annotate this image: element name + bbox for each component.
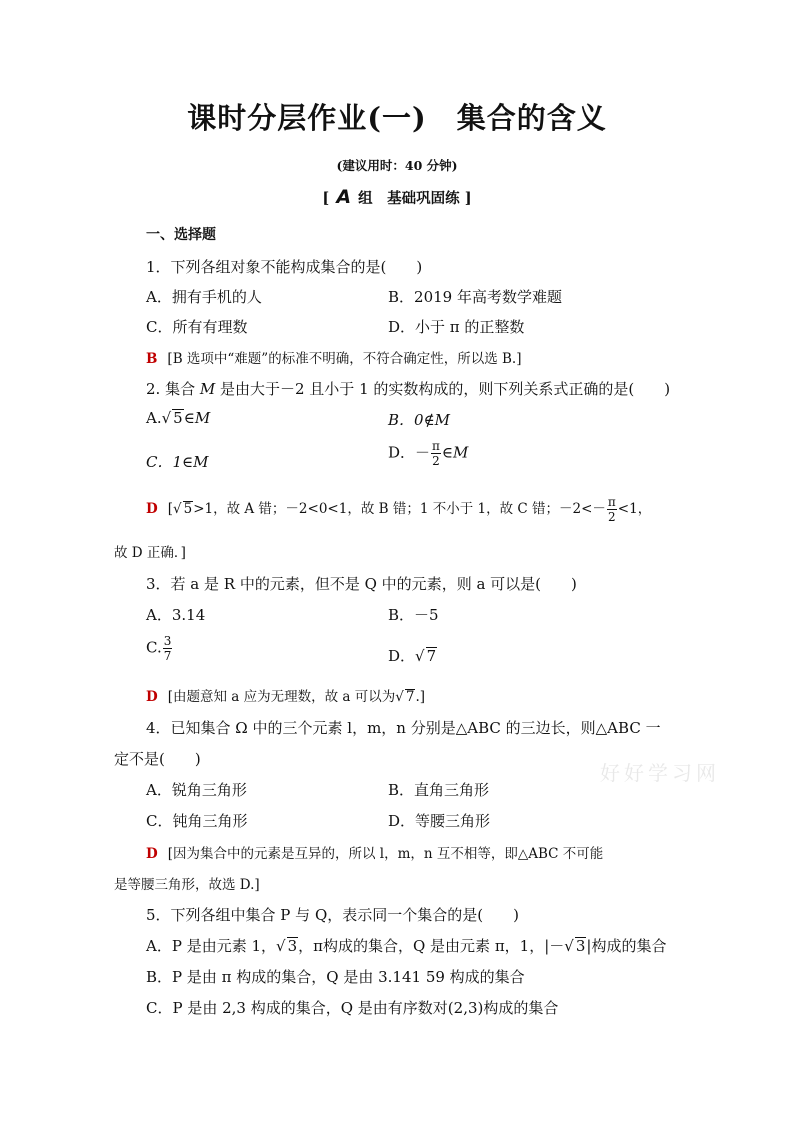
sqrt-symbol: √ 5: [161, 409, 183, 427]
q2-exp-fraction: [607, 496, 617, 523]
fraction-denominator: 2: [608, 510, 616, 524]
watermark: 好好学习网: [600, 761, 720, 785]
page-title: 课时分层作业(一) 集合的含义: [187, 101, 607, 135]
sqrt-symbol: √ 7: [395, 689, 415, 705]
q4-stem-line1: 4．已知集合 Ω 中的三个元素 l，m，n 分别是△ABC 的三边长，则△ABC 一: [146, 719, 661, 737]
q5-option-a: [146, 935, 666, 956]
bracket-right: ]: [464, 190, 472, 207]
q2-exp-post: <1，: [617, 501, 652, 517]
q2-explanation-cont: 故 D 正确．]: [114, 545, 186, 561]
group-badge: A: [336, 186, 352, 208]
q2-answer: [146, 496, 651, 523]
q4-option-b: B．直角三角形: [388, 781, 490, 799]
q2-d-pre: D．－: [388, 443, 431, 462]
q2-a-post: ∈M: [183, 409, 211, 427]
q2-stem-pre: 2. 集合: [146, 380, 200, 398]
q2-stem-var: M: [199, 380, 216, 398]
fraction-denominator: 7: [163, 649, 172, 663]
group-label: 组 基础巩固练: [358, 190, 460, 207]
q3-exp-radicand: 7: [405, 689, 415, 705]
q3-answer-key: D: [146, 689, 158, 705]
q3-c-pre: C.: [146, 638, 162, 657]
q2-a-radicand: 5: [173, 409, 183, 427]
q3-option-c: [146, 635, 173, 662]
time-hint: (建议用时：40 分钟): [336, 158, 458, 173]
bracket-left: [: [322, 190, 330, 207]
q1-answer: [146, 347, 521, 367]
q2-stem-post: 是由大于－2 且小于 1 的实数构成的，则下列关系式正确的是( ): [215, 380, 671, 398]
q1-option-b: B．2019 年高考数学难题: [388, 288, 562, 306]
q5-a-radicand: 3: [287, 937, 298, 955]
q3-exp-pre: [由题意知 a 应为无理数，故 a 可以为: [167, 689, 396, 705]
sqrt-symbol: √ 5: [173, 501, 193, 517]
q3-d-pre: D．: [388, 647, 416, 665]
q2-option-b: B．0∉M: [388, 411, 451, 429]
sqrt-symbol: √ 7: [415, 647, 437, 665]
q2-stem: [146, 378, 670, 399]
section-heading: 一、选择题: [146, 227, 216, 243]
group-heading: [0, 186, 794, 208]
q5-option-b: B．P 是由 π 构成的集合，Q 是由 3.141 59 构成的集合: [146, 968, 525, 986]
q5-a-post: |构成的集合: [586, 937, 667, 955]
q5-stem: 5．下列各组中集合 P 与 Q，表示同一个集合的是( ): [146, 906, 519, 924]
q4-option-d: D．等腰三角形: [388, 812, 491, 830]
q1-option-d: D．小于 π 的正整数: [388, 318, 525, 336]
fraction-numerator: π: [432, 439, 440, 453]
q2-option-a: [146, 409, 210, 427]
q4-stem-line2: 定不是( ): [114, 750, 201, 768]
q3-option-a: A．3.14: [146, 606, 206, 624]
q2-exp-pre: [: [167, 501, 173, 517]
q2-d-post: ∈M: [441, 443, 469, 462]
q1-option-a: A．拥有手机的人: [146, 288, 262, 306]
q5-a-pre: A．P 是由元素 1，: [146, 937, 277, 955]
q1-stem: 1．下列各组对象不能构成集合的是( ): [146, 258, 423, 276]
sqrt-symbol: √ 3: [564, 937, 586, 955]
q4-answer-key: D: [146, 846, 158, 862]
q5-option-c: C．P 是由 2,3 构成的集合，Q 是由有序数对(2,3)构成的集合: [146, 999, 559, 1017]
q2-a-pre: A.: [146, 409, 162, 427]
q2-d-fraction: [431, 440, 441, 467]
q4-option-a: A．锐角三角形: [146, 781, 247, 799]
q4-answer: [146, 842, 603, 862]
sqrt-symbol: √ 3: [276, 937, 298, 955]
q3-c-fraction: [163, 635, 173, 662]
q2-option-c: C．1∈M: [146, 453, 209, 471]
q4-explanation-cont: 是等腰三角形，故选 D.]: [114, 877, 260, 893]
q3-option-d: [388, 645, 437, 666]
q2-exp-radicand: 5: [183, 501, 193, 517]
q3-answer: [146, 685, 425, 705]
q2-exp-mid: >1，故 A 错；－2<0<1，故 B 错；1 不小于 1，故 C 错；－2<－: [193, 501, 606, 517]
q3-exp-post: .]: [415, 689, 426, 705]
q4-option-c: C．钝角三角形: [146, 812, 248, 830]
fraction-numerator: π: [607, 495, 616, 509]
q2-option-d: [388, 440, 468, 467]
q5-a-mid: ，π构成的集合，Q 是由元素 π，1，|－: [298, 937, 565, 955]
q1-option-c: C．所有有理数: [146, 318, 248, 336]
q1-explanation: [B 选项中“难题”的标准不明确，不符合确定性，所以选 B.]: [167, 351, 522, 367]
q4-explanation: [因为集合中的元素是互异的，所以 l，m，n 互不相等，即△ABC 不可能: [167, 846, 604, 862]
q2-answer-key: D: [146, 501, 158, 517]
q1-answer-key: B: [146, 351, 158, 367]
q3-option-b: B．－5: [388, 606, 439, 624]
q3-stem: 3．若 a 是 R 中的元素，但不是 Q 中的元素，则 a 可以是( ): [146, 575, 577, 593]
q3-d-radicand: 7: [426, 647, 437, 665]
fraction-denominator: 2: [432, 454, 440, 468]
q5-a-radicand-2: 3: [575, 937, 586, 955]
fraction-numerator: 3: [163, 634, 172, 648]
